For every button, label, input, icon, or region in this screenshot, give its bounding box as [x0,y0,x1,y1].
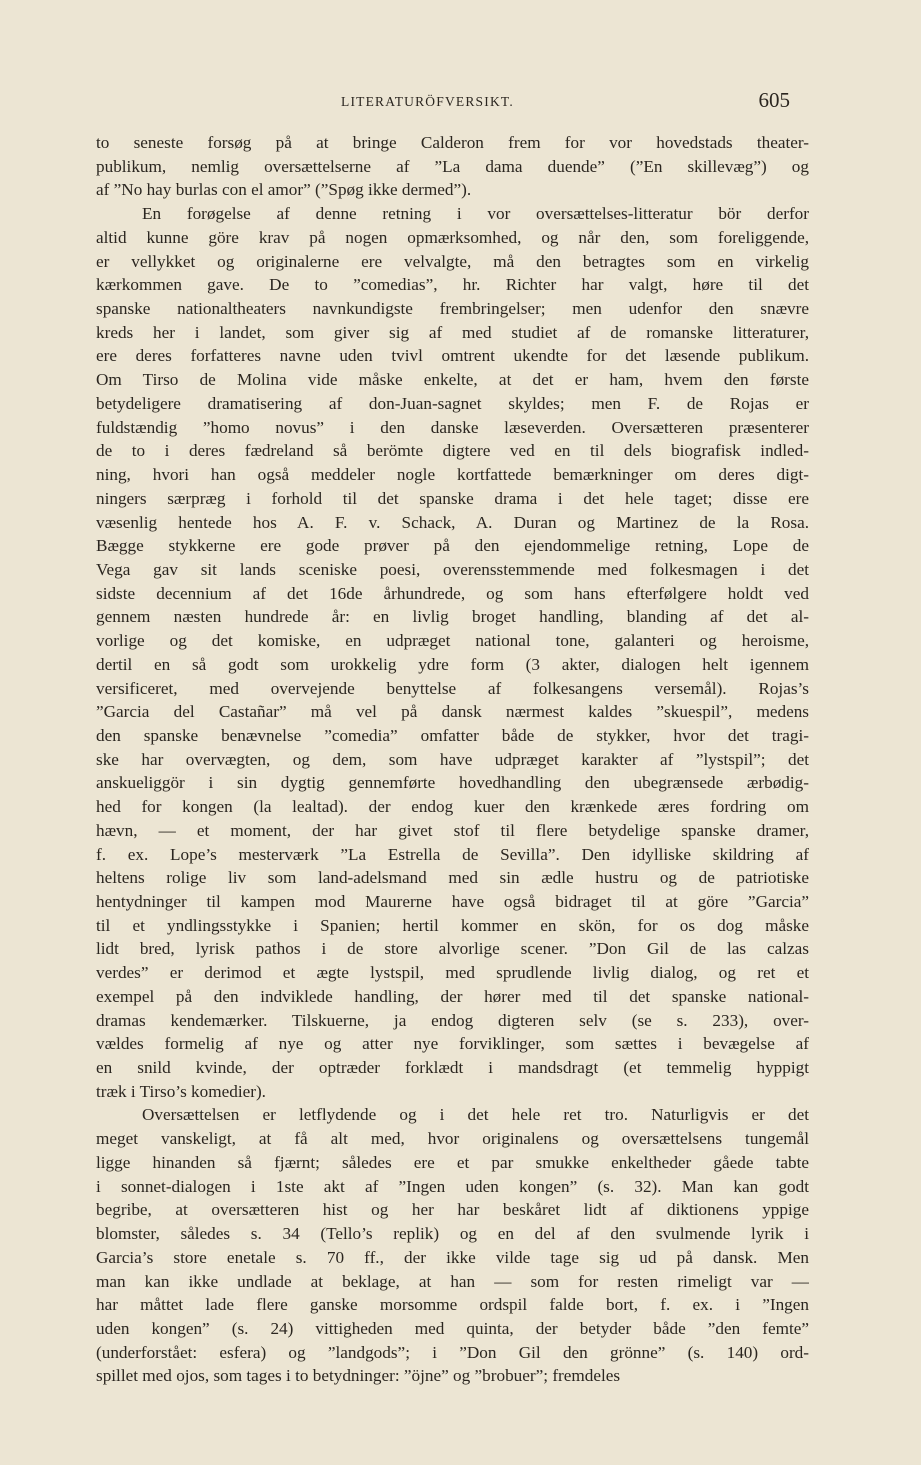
page-header [96,88,790,118]
text-line: gennem næsten hundrede år: en livlig broget handling, blanding af det al- [96,607,809,627]
text-line: den spanske benævnelse ”comedia” omfatter både de stykker, hvor det tragi- [96,725,809,745]
running-title: LITERATURÖFVERSIKT. [341,94,514,109]
text-line: uden kongen” (s. 24) vittigheden med quinta, der betyder både ”den femte” [96,1318,809,1338]
text-line: (underforstået: esfera) og ”landgods”; i ”Don Gil den grönne” (s. 140) ord- [96,1342,809,1362]
text-line: kærkommen gave. De to ”comedias”, hr. Richter har valgt, høre til det [96,275,809,295]
text-line: kreds her i landet, som giver sig af med studiet af de romanske litteraturer, [96,322,809,342]
text-line: ligge hinanden så fjærnt; således ere et par smukke enkeltheder gåede tabte [96,1152,809,1172]
text-line: betydeligere dramatisering af don-Juan-sagnet skyldes; men F. de Rojas er [96,393,809,413]
text-line: dramas kendemærker. Tilskuerne, ja endog digteren selv (se s. 233), over- [96,1010,809,1030]
text-line: vældes formelig af nye og atter nye forviklinger, som sættes i bevægelse af [96,1034,809,1054]
text-line: Vega gav sit lands sceniske poesi, overensstemmende med folkesmagen i det [96,559,809,579]
text-line: En forøgelse af denne retning i vor oversættelses-litteratur bör derfor [142,204,809,224]
text-line: blomster, således s. 34 (Tello’s replik) og en del af den svulmende lyrik i [96,1224,809,1244]
text-line: publikum, nemlig oversættelserne af ”La dama duende” (”En skillevæg”) og [96,156,809,176]
page-number: 605 [758,88,790,112]
text-line: i sonnet-dialogen i 1ste akt af ”Ingen uden kongen” (s. 32). Man kan godt [96,1176,809,1196]
text-line: heltens rolige liv som land-adelsmand med sin ædle hustru og de patriotiske [96,868,809,888]
text-line: ning, hvori han også meddeler nogle kortfattede bemærkninger om deres digt- [96,465,809,485]
text-line: hævn, — et moment, der har givet stof til flere betydelige spanske dramer, [96,820,809,840]
text-line: ”Garcia del Castañar” må vel på dansk nærmest kaldes ”skuespil”, medens [96,702,809,722]
text-line: ningers særpræg i forhold til det spanske drama i det hele taget; disse ere [96,488,809,508]
text-line: til et yndlingsstykke i Spanien; hertil kommer en skön, for os dog måske [96,915,809,935]
text-line: hed for kongen (la lealtad). der endog kuer den krænkede æres fordring om [96,797,809,817]
text-line: har måttet lade flere ganske morsomme ordspil falde bort, f. ex. i ”Ingen [96,1295,809,1315]
text-line: træk i Tirso’s komedier). [96,1081,266,1101]
text-line: spanske nationaltheaters navnkundigste frembringelser; men udenfor den snævre [96,299,809,319]
text-line: Oversættelsen er letflydende og i det hele ret tro. Naturligvis er det [142,1105,809,1125]
text-line: er vellykket og originalerne ere velvalgte, må den betragtes som en virkelig [96,251,809,271]
text-line: Om Tirso de Molina vide måske enkelte, at det er ham, hvem den første [96,370,809,390]
text-line: meget vanskeligt, at få alt med, hvor originalens og oversættelsens tungemål [96,1129,809,1149]
text-line: versificeret, med overvejende benyttelse af folkesangens versemål). Rojas’s [96,678,809,698]
text-line: f. ex. Lope’s mesterværk ”La Estrella de Sevilla”. Den idylliske skildring af [96,844,809,864]
text-line: væsenlig hentede hos A. F. v. Schack, A. Duran og Martinez de la Rosa. [96,512,809,532]
text-line: to seneste forsøg på at bringe Calderon frem for vor hovedstads theater- [96,133,809,152]
text-line: lidt bred, lyrisk pathos i de store alvorlige scener. ”Don Gil de las calzas [96,939,809,959]
text-line: sidste decennium af det 16de århundrede, og som hans efterfølgere holdt ved [96,583,809,603]
text-line: spillet med ojos, som tages i to betydninger: ”öjne” og ”brobuer”; fremdeles [96,1366,621,1386]
text-line: en snild kvinde, der optræder forklædt i mandsdragt (et temmelig hyppigt [96,1058,809,1078]
text-line: af ”No hay burlas con el amor” (”Spøg ikke dermed”). [96,180,472,200]
text-line: hentydninger til kampen mod Maurerne have også bidraget til at göre ”Garcia” [96,892,809,911]
text-line: verdes” er derimod et ægte lystspil, med sprudlende livlig dialog, og ret et [96,963,809,983]
text-line: fuldstændig ”homo novus” i den danske læseverden. Oversætteren præsenterer [96,417,809,437]
text-line: Garcia’s store enetale s. 70 ff., der ikke vilde tage sig ud på dansk. Men [96,1247,809,1267]
text-line: ske har overvægten, og dem, som have udpræget karakter af ”lystspil”; det [96,749,809,769]
text-line: ere deres forfatteres navne uden tvivl omtrent ukendte for det læsende publikum. [96,346,809,366]
text-line: dertil en så godt som urokkelig ydre form (3 akter, dialogen helt igennem [96,654,809,674]
body-text [96,131,809,1388]
text-line: begribe, at oversætteren hist og her har beskåret lidt af diktionens yppige [96,1200,809,1220]
text-line: man kan ikke undlade at beklage, at han — som for resten rimeligt var — [96,1271,809,1291]
text-line: vorlige og det komiske, en udpræget national tone, galanteri og heroisme, [96,631,809,651]
text-line: anskueliggör i sin dygtig gennemførte hovedhandling den ubegrænsede ærbødig- [96,773,809,793]
text-line: altid kunne göre krav på nogen opmærksomhed, og når den, som foreliggende, [96,227,809,247]
text-line: de to i deres fædreland så berömte digtere ved en til dels biografisk indled- [96,441,809,461]
text-line: Bægge stykkerne ere gode prøver på den ejendommelige retning, Lope de [96,536,809,556]
text-line: exempel på den indviklede handling, der hører med til det spanske national- [96,986,809,1006]
